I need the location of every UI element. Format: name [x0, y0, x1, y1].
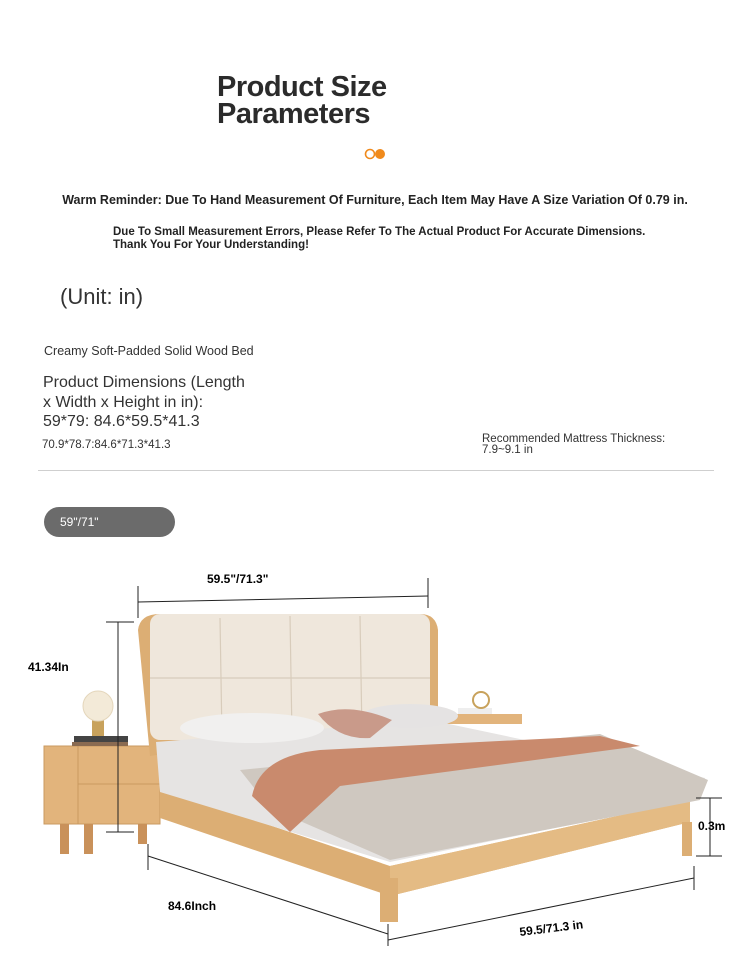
mattress-thickness [482, 434, 665, 456]
dims-line2: x Width x Height in in): [43, 393, 204, 411]
dim-length: 84.6Inch [168, 899, 217, 913]
page-title [217, 71, 387, 130]
dim-bottom-width: 59.5/71.3 in [518, 917, 584, 939]
note-line2: Thank You For Your Understanding! [113, 239, 309, 251]
page-title-line1: Product Size [217, 71, 387, 103]
warm-reminder: Warm Reminder: Due To Hand Measurement Of Furniture, Each Item May Have A Size Variation Of 0.79 in. [62, 193, 688, 207]
unit-label: (Unit: in) [60, 284, 144, 309]
bed [138, 614, 708, 922]
size-selector-button[interactable]: 59"/71" [44, 507, 175, 537]
divider [38, 470, 714, 471]
page-title-line2: Parameters [217, 98, 370, 130]
dims-line3: 59*79: 84.6*59.5*41.3 [43, 413, 200, 430]
dim-top-width: 59.5"/71.3" [207, 572, 269, 586]
product-dimensions [43, 373, 283, 432]
product-name: Creamy Soft-Padded Solid Wood Bed [44, 344, 254, 358]
mattress-value: 7.9~9.1 in [482, 444, 533, 456]
dim-height: 41.34In [28, 660, 69, 674]
dims-line1: Product Dimensions (Length [43, 374, 245, 391]
decorative-dots-icon [364, 148, 388, 160]
product-dimensions-alt: 70.9*78.7:84.6*71.3*41.3 [42, 439, 171, 451]
measurement-note [113, 226, 645, 252]
mattress-label: Recommended Mattress Thickness: [482, 433, 666, 445]
note-line1: Due To Small Measurement Errors, Please Refer To The Actual Product For Accurate Dimensions. [113, 226, 646, 238]
dim-leg: 0.3m [698, 819, 726, 833]
bed-illustration [0, 560, 750, 980]
nightstand [44, 691, 160, 854]
